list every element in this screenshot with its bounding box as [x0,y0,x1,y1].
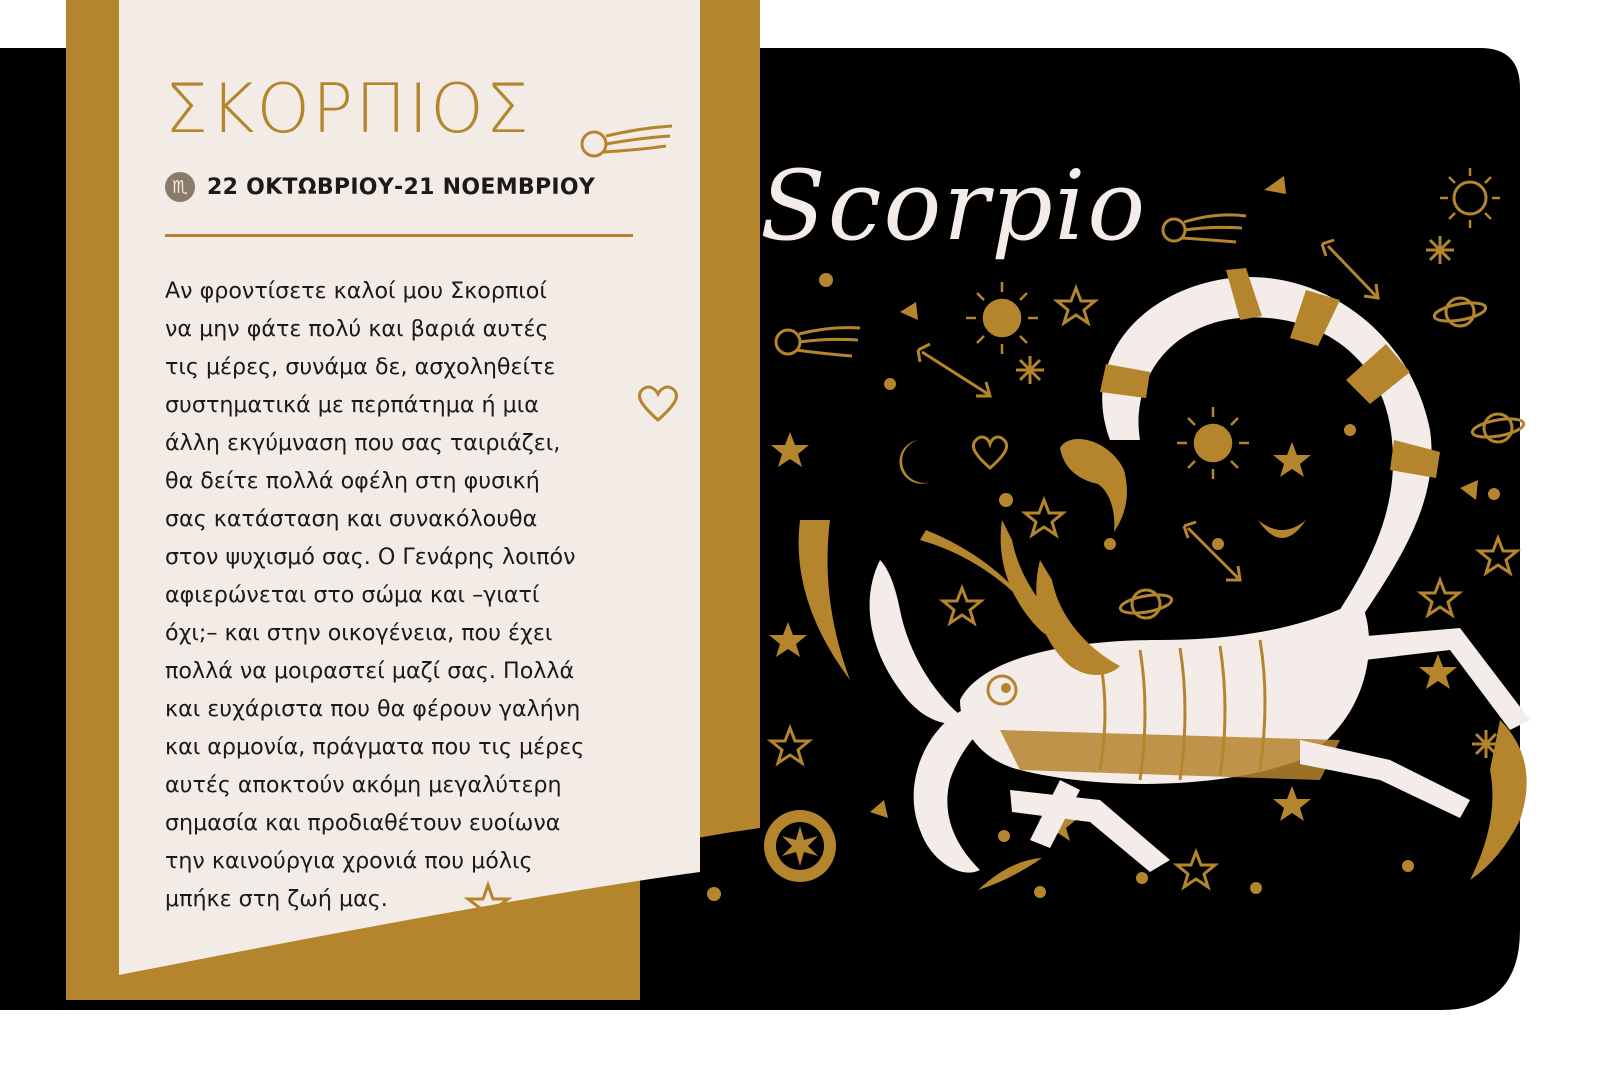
text-line: στον ψυχισμό σας. Ο Γενάρης λοιπόν [165,544,576,570]
date-range-row [165,172,595,202]
sun-icon [764,810,836,882]
text-line: σας κατάσταση και συνακόλουθα [165,506,538,532]
scorpio-script-title: Scorpio [760,150,1148,262]
text-line: σημασία και προδιαθέτουν ευοίωνα [165,810,561,836]
scorpio-sign-icon: ♏ [165,172,195,202]
sparkle-icon [1016,356,1044,384]
text-line: Αν φροντίσετε καλοί μου Σκορπιοί [165,278,547,304]
text-line: θα δείτε πολλά οφέλη στη φυσική [165,468,540,494]
text-line: και ευχάριστα που θα φέρουν γαλήνη [165,696,581,722]
text-line: όχι;– και στην οικογένεια, που έχει [165,620,553,646]
text-line: την καινούργια χρονιά που μόλις [165,848,533,874]
text-line: άλλη εκγύμναση που σας ταιριάζει, [165,430,561,456]
text-line: πολλά να μοιραστεί μαζί σας. Πολλά [165,658,575,684]
text-line: να μην φάτε πολύ και βαριά αυτές [165,316,549,342]
horoscope-text [165,272,655,918]
text-line: αυτές αποκτούν ακόμη μεγαλύτερη [165,772,562,798]
sparkle-icon [1426,236,1454,264]
sign-title: ΣΚΟΡΠΙΟΣ [165,70,531,149]
text-line: και αρμονία, πράγματα που τις μέρες [165,734,585,760]
text-line: συστηματικά με περπάτημα ή μια [165,392,539,418]
title-divider [165,234,633,237]
text-line: μπήκε στη ζωή μας. [165,886,388,912]
text-line: αφιερώνεται στο σώμα και –γιατί [165,582,540,608]
date-range: 22 ΟΚΤΩΒΡΙΟΥ-21 ΝΟΕΜΒΡΙΟΥ [207,174,596,200]
text-line: τις μέρες, συνάμα δε, ασχοληθείτε [165,354,556,380]
